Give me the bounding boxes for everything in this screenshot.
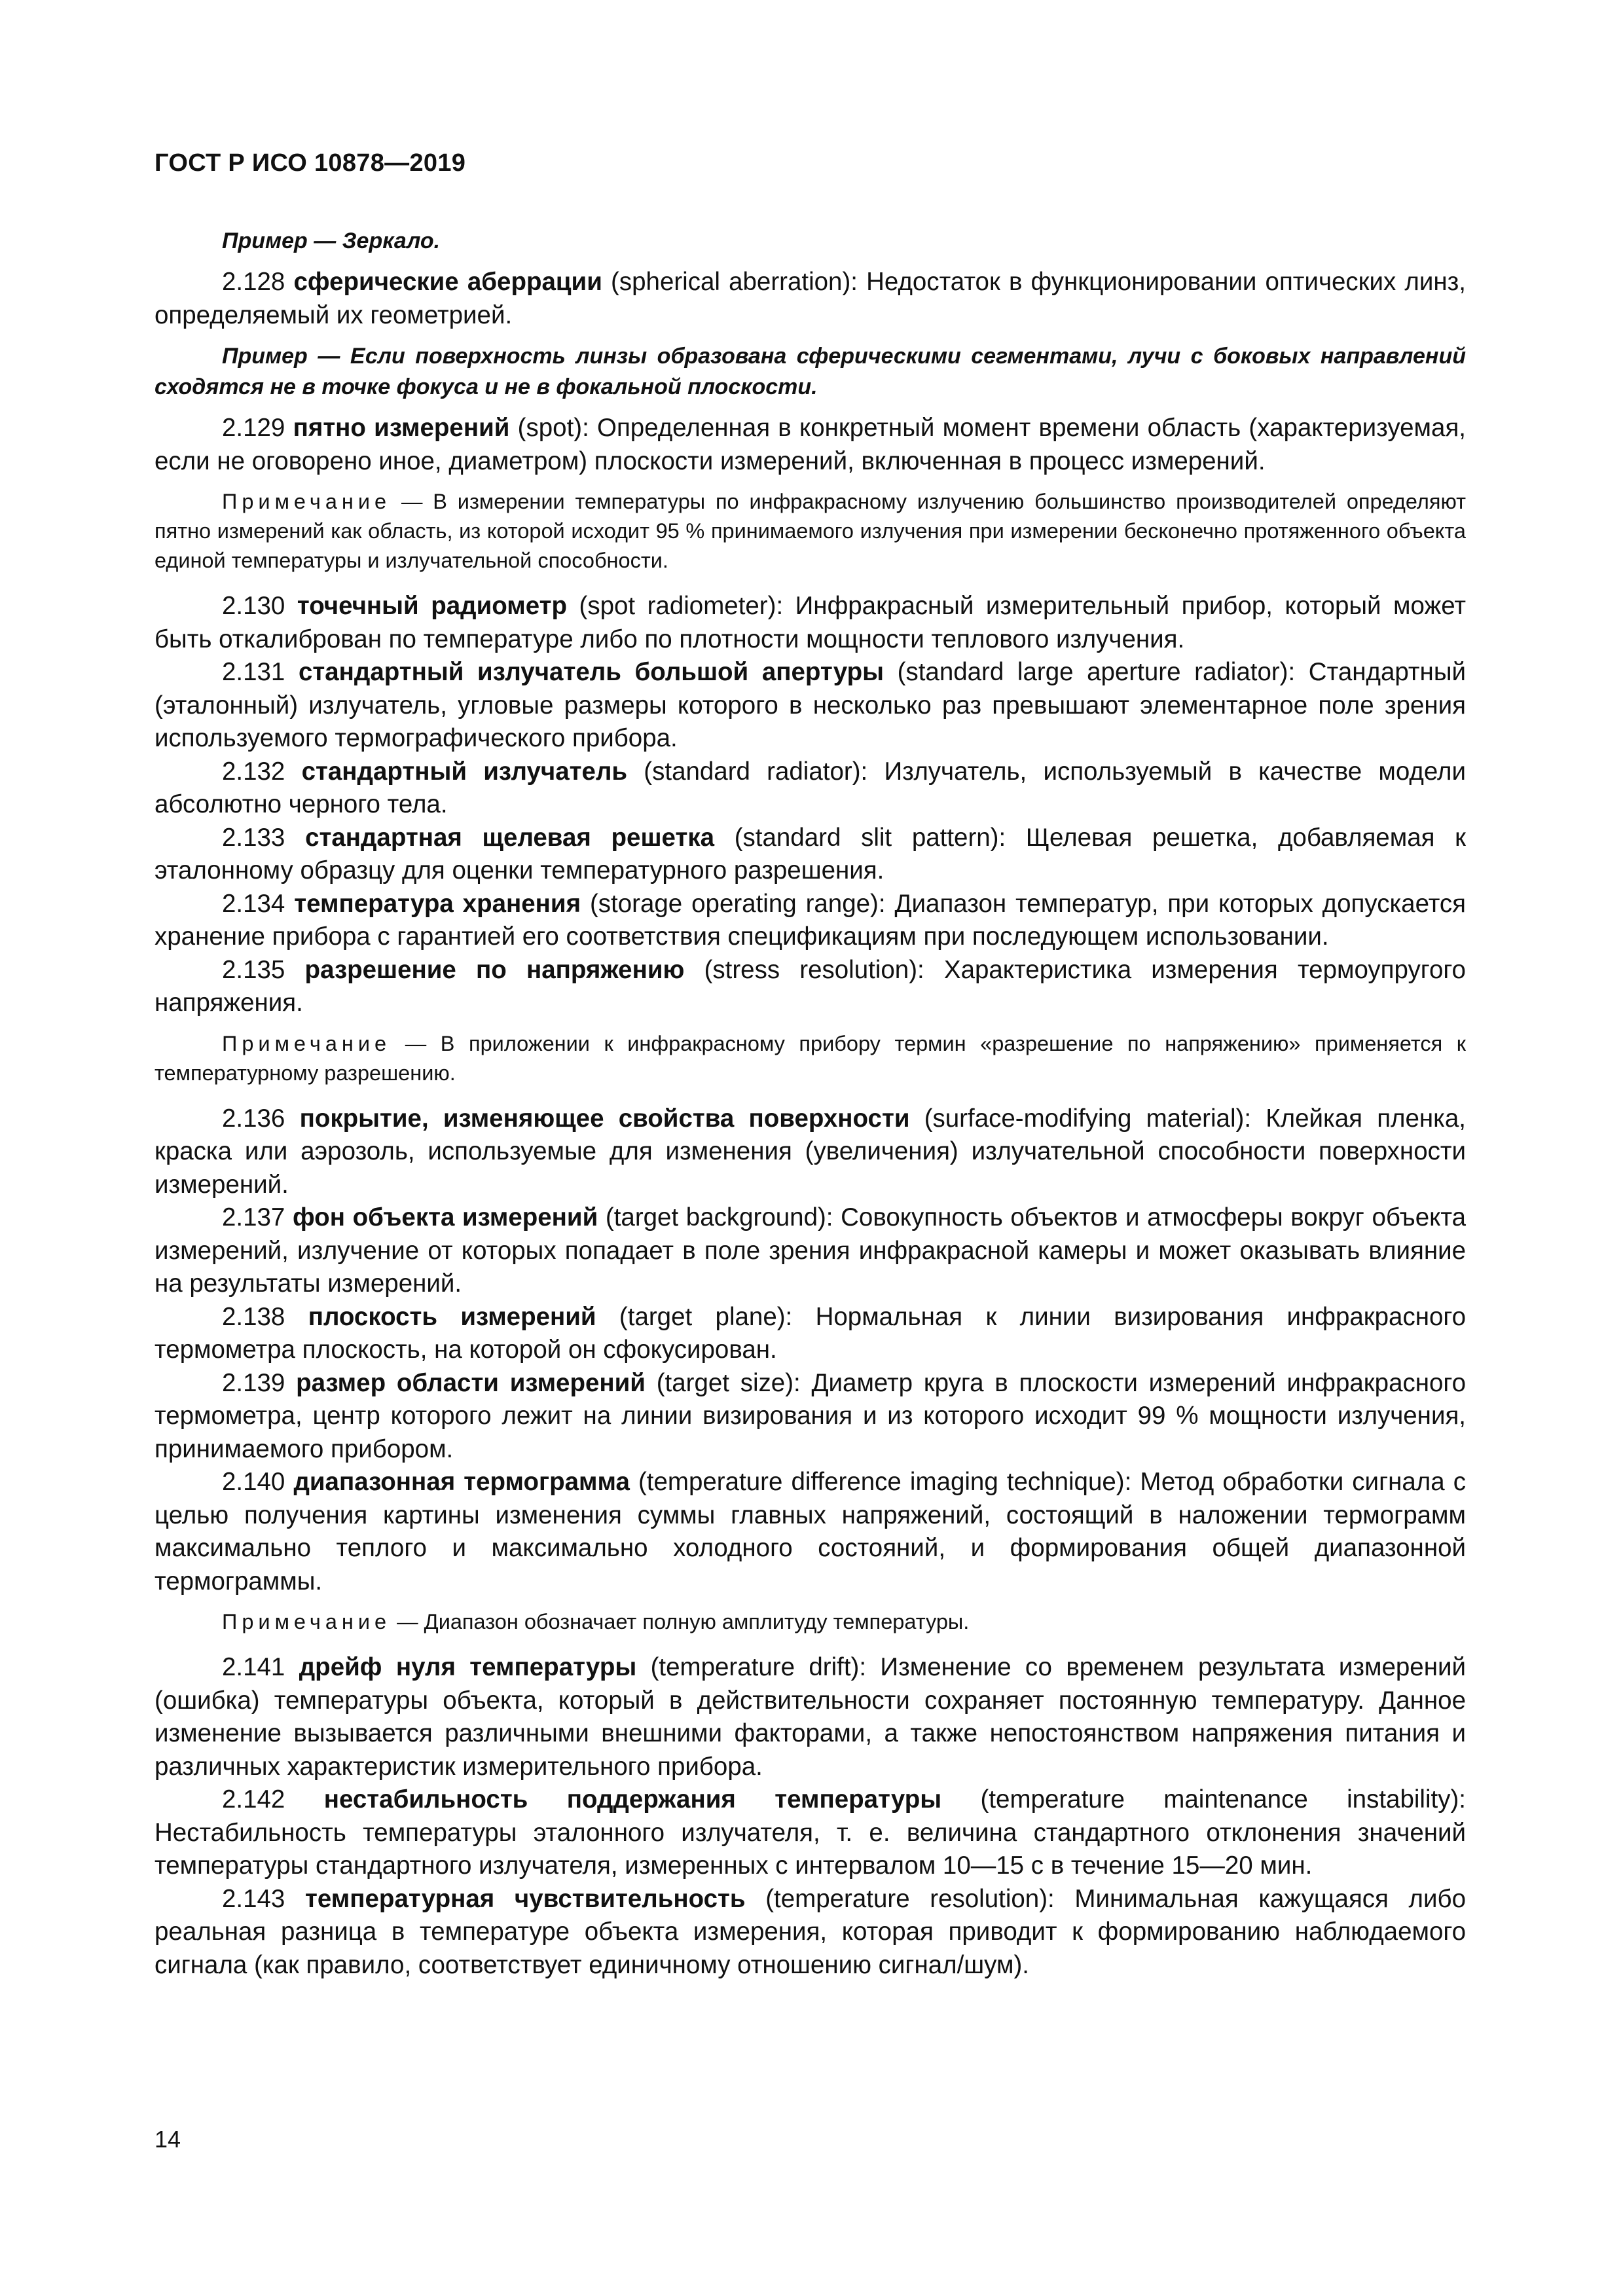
term-name: температура хранения [294,889,581,918]
term-entry-2-134: 2.134 температура хранения (storage operating range): Диапазон температур, при которых допускается хранение прибора с гарантией его соответствия спецификациям при последующем использовании. [155,889,1467,951]
note-label: Примечание [222,490,392,513]
document-body [155,226,1466,1982]
example-2-128: Пример — Если поверхность линзы образована сферическими сегментами, лучи с боковых направлений сходятся не в точке фокуса и не в фокальной плоскости. [155,344,1466,399]
note-label: Примечание [222,1031,392,1055]
term-entry-2-129: 2.129 пятно измерений (spot): Определенная в конкретный момент времени область (характеризуемая, если не оговорено иное, диаметром) плоскости измерений, включенная в процесс измерений. [155,414,1466,475]
term-name: плоскость измерений [308,1302,596,1331]
term-name: сферические аберрации [293,268,602,296]
note-2-129: Примечание — В измерении температуры по инфракрасному излучению большинство производителей определяют пятно измерений как область, из которой исходит 95 % принимаемого излучения при измерении бесконечно протяженного объекта единой температуры и излучательной способности. [155,490,1466,572]
term-entry-2-140: 2.140 диапазонная термограмма (temperature difference imaging technique): Метод обработки сигнала с целью получения картины изменения суммы главных напряжений, состоящий в наложении термограмм максимально теплого и максимально холодного состояний, и формирования общей диапазонной термограммы. [155,1468,1466,1595]
term-entry-2-143: 2.143 температурная чувствительность (temperature resolution): Минимальная кажущаяся либо реальная разница в температуре объекта измерения, которая приводит к формированию наблюдаемого сигнала (как правило, соответствует единичному отношению сигнал/шум). [155,1884,1466,1979]
term-name: пятно измерений [293,414,510,442]
note-2-140: Примечание — Диапазон обозначает полную амплитуду температуры. [222,1610,970,1633]
term-entry-2-135: 2.135 разрешение по напряжению (stress resolution): Характеристика измерения термоупругого напряжения. [155,955,1466,1017]
term-entry-2-138: 2.138 плоскость измерений (target plane): Нормальная к линии визирования инфракрасного термометра плоскость, на которой он сфокусирован. [155,1302,1466,1364]
term-entry-2-137: 2.137 фон объекта измерений (target background): Совокупность объектов и атмосферы вокруг объекта измерений, излучение от которых попадает в поле зрения инфракрасной камеры и может оказывать влияние на результаты измерений. [155,1203,1467,1298]
document-header-title: ГОСТ Р ИСО 10878—2019 [155,149,466,177]
term-entry-2-132: 2.132 стандартный излучатель (standard radiator): Излучатель, используемый в качестве модели абсолютно черного тела. [155,757,1466,818]
term-name: покрытие, изменяющее свойства поверхности [299,1104,910,1133]
term-entry-2-136: 2.136 покрытие, изменяющее свойства поверхности (surface-modifying material): Клейкая пленка, краска или аэрозоль, используемые для изменения (увеличения) излучательной способности поверхности измерений. [155,1104,1466,1199]
term-entry-2-130: 2.130 точечный радиометр (spot radiometer): Инфракрасный измерительный прибор, который может быть откалиброван по температуре либо по плотности мощности теплового излучения. [155,592,1466,653]
term-name: размер области измерений [296,1368,646,1397]
term-name: стандартная щелевая решетка [305,823,715,852]
term-name: нестабильность поддержания температуры [323,1785,942,1813]
note-label: Примечание [222,1610,392,1633]
term-name: точечный радиометр [297,592,568,620]
term-name: диапазонная термограмма [293,1468,630,1496]
term-name: фон объекта измерений [293,1203,598,1231]
term-name: дрейф нуля температуры [299,1653,637,1681]
term-name: стандартный излучатель [301,757,628,786]
term-name: стандартный излучатель большой апертуры [298,658,884,686]
term-entry-2-141: 2.141 дрейф нуля температуры (temperature drift): Изменение со временем результата измерений (ошибка) температуры объекта, который в действительности сохраняет постоянную температуру. Данное изменение вызывается различными внешними факторами, а также непостоянством напряжения питания и различных характеристик измерительного прибора. [155,1653,1466,1781]
example-mirror: Пример — Зеркало. [222,228,441,253]
term-name: разрешение по напряжению [304,955,685,984]
page-number: 14 [155,2126,181,2153]
term-entry-2-131: 2.131 стандартный излучатель большой апертуры (standard large aperture radiator): Стандартный (эталонный) излучатель, угловые размеры которого в несколько раз превышают элементарное поле зрения используемого термографического прибора. [155,658,1467,752]
term-entry-2-133: 2.133 стандартная щелевая решетка (standard slit pattern): Щелевая решетка, добавляемая к эталонному образцу для оценки температурного разрешения. [155,823,1466,884]
term-name: температурная чувствительность [305,1884,746,1913]
term-entry-2-142: 2.142 нестабильность поддержания температуры (temperature maintenance instability): Нестабильность температуры эталонного излучателя, т. е. величина стандартного отклонения значений температуры стандартного излучателя, измеренных с интервалом 10—15 с в течение 15—20 мин. [155,1785,1466,1880]
term-entry-2-128: 2.128 сферические аберрации (spherical aberration): Недостаток в функционировании оптических линз, определяемый их геометрией. [155,268,1466,329]
note-2-135: Примечание — В приложении к инфракрасному прибору термин «разрешение по напряжению» применяется к температурному разрешению. [155,1031,1466,1085]
term-entry-2-139: 2.139 размер области измерений (target size): Диаметр круга в плоскости измерений инфракрасного термометра, центр которого лежит на линии визирования и из которого исходит 99 % мощности излучения, принимаемого прибором. [155,1368,1467,1463]
